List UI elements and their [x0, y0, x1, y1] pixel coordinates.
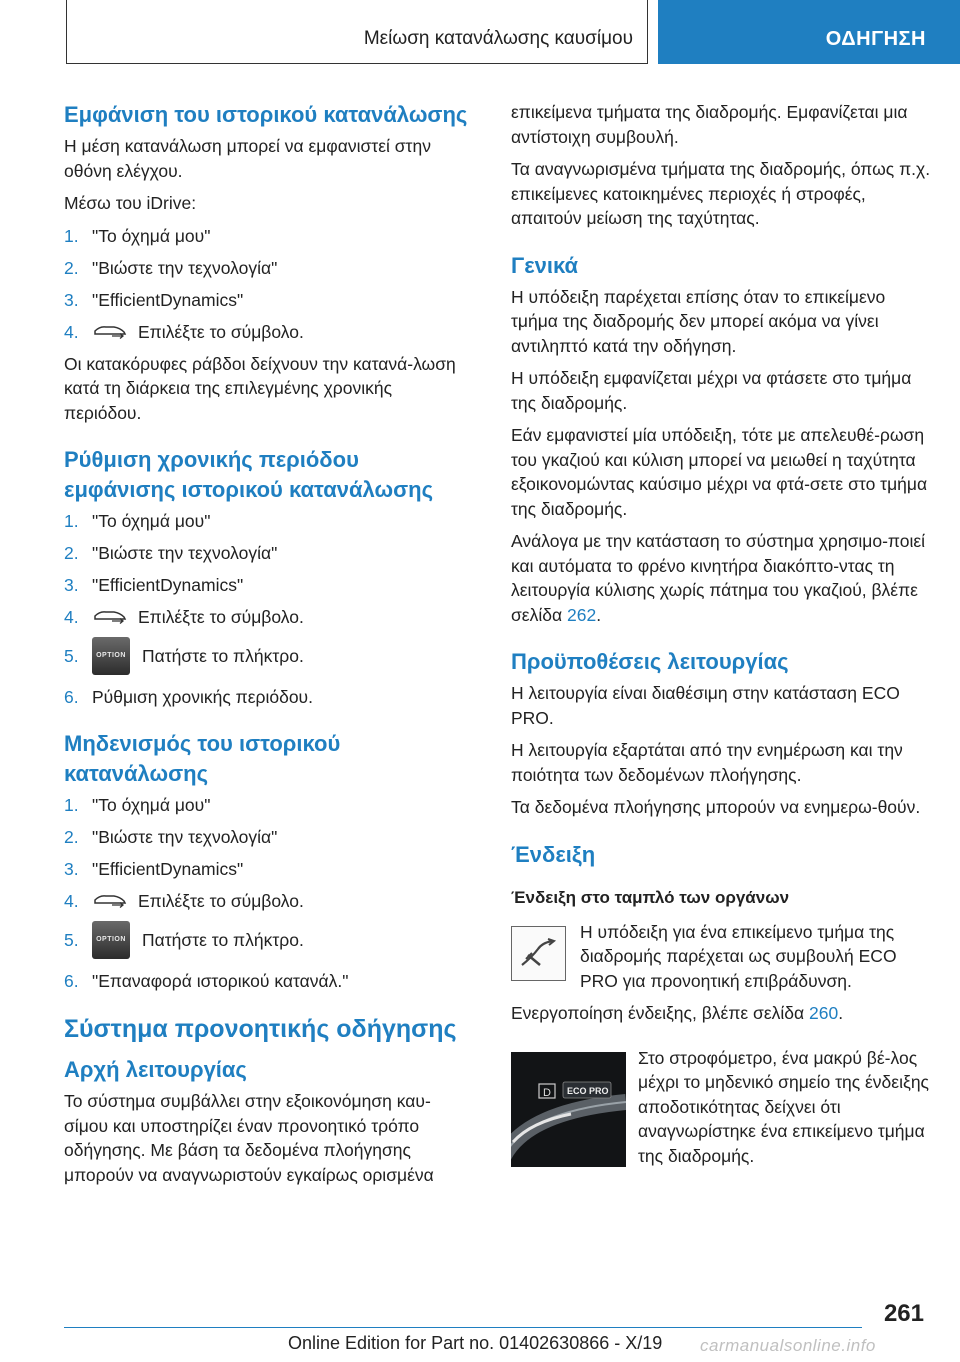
- paragraph-text: Ενεργοποίηση ένδειξης, βλέπε σελίδα: [511, 1003, 805, 1023]
- paragraph: Ανάλογα με την κατάσταση το σύστημα χρησιμο-ποιεί και αυτόματα το φρένο κινητήρα διακόπτο-ντας τη λειτουργία κύλισης χωρίς πάτημα του γκαζιού, βλέπε σελίδα 262.: [511, 531, 926, 625]
- step-text: Επιλέξτε το σύμβολο.: [138, 891, 304, 911]
- car-efficiency-icon: [92, 608, 128, 626]
- step-text: "Επαναφορά ιστορικού κατανάλ.": [92, 971, 349, 991]
- section-title-display: Ένδειξη: [511, 841, 596, 867]
- section-title-period: Ρύθμιση χρονικής περιόδου εμφάνισης ιστορικού κατανάλωσης: [64, 447, 434, 502]
- section-title-general: Γενικά: [511, 252, 579, 278]
- step-number: 2.: [64, 827, 79, 847]
- option-button-icon: OPTION: [92, 921, 130, 959]
- step-text: "Βιώστε την τεχνολογία": [92, 257, 278, 278]
- list-item: [64, 889, 474, 913]
- header-box: [66, 0, 648, 64]
- chapter-tab: [658, 0, 960, 64]
- paragraph: Η λειτουργία εξαρτάται από την ενημέρωση και την ποιότητα των δεδομένων πλοήγησης.: [511, 740, 903, 785]
- step-number: 5.: [64, 930, 79, 950]
- step-number: 3.: [64, 859, 79, 879]
- section-title-history: Εμφάνιση του ιστορικού κατανάλωσης: [64, 102, 468, 127]
- step-text: "Βιώστε την τεχνολογία": [92, 543, 278, 563]
- step-text: "EfficientDynamics": [92, 859, 244, 879]
- tachometer-image: [511, 1052, 626, 1167]
- list-item: [64, 573, 474, 597]
- steps-list-2: [64, 509, 474, 709]
- list-item: [64, 793, 474, 817]
- list-item: [64, 605, 474, 629]
- step-text: Επιλέξτε το σύμβολο.: [138, 607, 304, 627]
- gear-indicator: D: [543, 1086, 551, 1099]
- step-text: "Το όχημά μου": [92, 511, 211, 531]
- step-number: 3.: [64, 575, 79, 595]
- step-text: Πατήστε το πλήκτρο.: [142, 646, 304, 666]
- steps-list-3: [64, 793, 474, 993]
- step-number: 4.: [64, 607, 79, 627]
- list-item: [64, 637, 474, 675]
- step-number: 4.: [64, 891, 79, 911]
- list-item: [64, 857, 474, 881]
- watermark: carmanualsonline.info: [700, 1336, 876, 1355]
- list-item: [64, 509, 474, 533]
- left-column: [64, 100, 474, 1195]
- subsection-title-instrument-cluster: Ένδειξη στο ταμπλό των οργάνων: [511, 887, 790, 907]
- list-item: [64, 320, 474, 344]
- step-number: 2.: [64, 257, 79, 278]
- edition-note: Online Edition for Part no. 01402630866 - X/19: [288, 1333, 663, 1353]
- paragraph: Εάν εμφανιστεί μία υπόδειξη, τότε με απελευθέ-ρωση του γκαζιού και κύλιση μπορεί να μειωθεί η ταχύτητα εξοικονομώντας καύσιμο μέχρι να φτά-σετε στο τμήμα της διαδρομής.: [511, 425, 928, 519]
- step-text: "Το όχημά μου": [92, 795, 211, 815]
- paragraph: Τα δεδομένα πλοήγησης μπορούν να ενημερω-θούν.: [511, 797, 921, 817]
- car-efficiency-icon: [92, 892, 128, 910]
- paragraph: Τα αναγνωρισμένα τμήματα της διαδρομής, όπως π.χ. επικείμενες κατοικημένες περιοχές ή στροφές, απαιτούν μείωση της ταχύτητας.: [511, 159, 931, 228]
- step-number: 6.: [64, 687, 79, 707]
- list-item: [64, 921, 474, 959]
- curve-warning-icon: [511, 926, 566, 981]
- paragraph: Η λειτουργία είναι διαθέσιμη στην κατάσταση ECO PRO.: [511, 683, 900, 728]
- page-link-262[interactable]: 262: [566, 604, 597, 625]
- list-item: [64, 825, 474, 849]
- option-button-icon: OPTION: [92, 637, 130, 675]
- step-number: 3.: [64, 289, 79, 310]
- paragraph-text: Ανάλογα με την κατάσταση το σύστημα χρησιμο-ποιεί και αυτόματα το φρένο κινητήρα διακόπτο-ντας τη λειτουργία κύλισης χωρίς πάτημα του γκαζιού, βλέπε σελίδα: [511, 531, 926, 625]
- step-number: 1.: [64, 795, 79, 815]
- step-number: 5.: [64, 646, 79, 666]
- step-text: "EfficientDynamics": [92, 289, 244, 310]
- header-title: Μείωση κατανάλωσης καυσίμου: [363, 28, 633, 49]
- step-text: Ρύθμιση χρονικής περιόδου.: [92, 687, 313, 707]
- paragraph: Η υπόδειξη εμφανίζεται μέχρι να φτάσετε στο τμήμα της διαδρομής.: [511, 368, 912, 413]
- step-number: 4.: [64, 321, 79, 342]
- list-item: [64, 224, 474, 248]
- step-text: "Βιώστε την τεχνολογία": [92, 827, 278, 847]
- paragraph: Μέσω του iDrive:: [64, 193, 197, 213]
- step-number: 6.: [64, 971, 79, 991]
- step-number: 1.: [64, 225, 79, 246]
- steps-list-1: [64, 224, 474, 344]
- paragraph: Η υπόδειξη παρέχεται επίσης όταν το επικείμενο τμήμα της διαδρομής δεν μπορεί ακόμα να γίνει αντιληπτό κατά την οδήγηση.: [511, 286, 886, 356]
- section-title-principle: Αρχή λειτουργίας: [64, 1057, 247, 1082]
- step-text: "Το όχημά μου": [92, 225, 211, 246]
- list-item: [64, 256, 474, 280]
- list-item: [64, 969, 474, 993]
- paragraph: επικείμενα τμήματα της διαδρομής. Εμφανίζεται μια αντίστοιχη συμβουλή.: [511, 102, 908, 147]
- instrument-hint-row: [511, 920, 931, 1002]
- step-number: 1.: [64, 511, 79, 531]
- page-link-260[interactable]: 260: [809, 1003, 839, 1023]
- section-title-requirements: Προϋποθέσεις λειτουργίας: [511, 649, 789, 674]
- list-item: [64, 288, 474, 312]
- step-text: Επιλέξτε το σύμβολο.: [138, 321, 304, 342]
- section-title-reset: Μηδενισμός του ιστορικού κατανάλωσης: [64, 731, 341, 786]
- list-item: [64, 685, 474, 709]
- paragraph: Το σύστημα συμβάλλει στην εξοικονόμηση καυ-σίμου και υποστηρίζει έναν προνοητικό τρόπο οδήγησης. Με βάση τα δεδομένα πλοήγησης μπορούν να αναγνωριστούν εγκαίρως ορισμένα: [64, 1091, 434, 1185]
- step-text: "EfficientDynamics": [92, 575, 244, 595]
- eco-pro-label: ECO PRO: [567, 1085, 609, 1096]
- chapter-tab-label: ΟΔΗΓΗΣΗ: [825, 28, 926, 50]
- tachometer-row: [511, 1046, 931, 1177]
- paragraph: Οι κατακόρυφες ράβδοι δείχνουν την κατανά-λωση κατά τη διάρκεια της επιλεγμένης χρονικής περιόδου.: [64, 353, 456, 423]
- right-column: [511, 100, 931, 1176]
- step-text: Πατήστε το πλήκτρο.: [142, 930, 304, 950]
- section-title-predictive: Σύστημα προνοητικής οδήγησης: [64, 1015, 457, 1043]
- list-item: [64, 541, 474, 565]
- car-efficiency-icon: [92, 323, 128, 341]
- paragraph: Η υπόδειξη για ένα επικείμενο τμήμα της διαδρομής παρέχεται ως συμβουλή ECO PRO για προνοητική επιβράδυνση.: [580, 921, 897, 991]
- page-number: 261: [883, 1300, 924, 1327]
- paragraph: Ενεργοποίηση ένδειξης, βλέπε σελίδα 260.: [511, 1003, 844, 1023]
- step-number: 2.: [64, 543, 79, 563]
- paragraph: Στο στροφόμετρο, ένα μακρύ βέ-λος μέχρι το μηδενικό σημείο της ένδειξης αποδοτικότητας δείχνει ότι αναγνωρίστηκε ένα επικείμενο τμήμα της διαδρομής.: [638, 1047, 929, 1166]
- footer-divider: [64, 1327, 862, 1328]
- paragraph: Η μέση κατανάλωση μπορεί να εμφανιστεί στην οθόνη ελέγχου.: [64, 136, 431, 181]
